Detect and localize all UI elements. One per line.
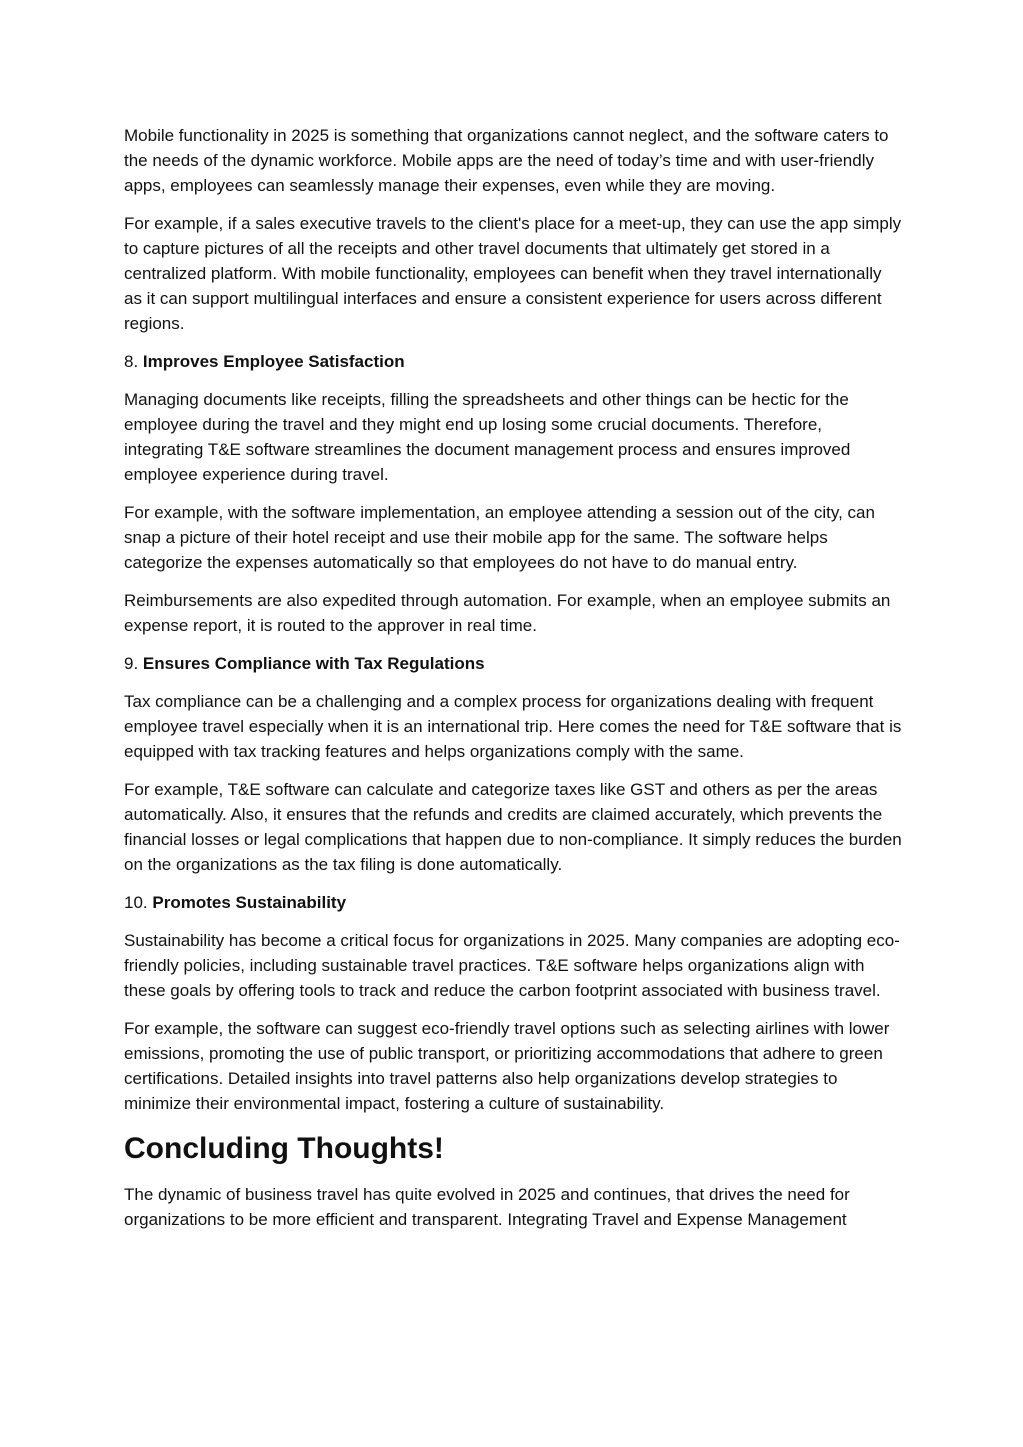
- section-heading-10: [124, 890, 904, 915]
- body-paragraph: Reimbursements are also expedited through automation. For example, when an employee submits an expense report, it is routed to the approver in real time.: [124, 591, 891, 635]
- conclusion-heading: Concluding Thoughts!: [124, 1132, 444, 1165]
- section-heading-9: [124, 651, 904, 676]
- section-title: Ensures Compliance with Tax Regulations: [142, 654, 485, 673]
- body-paragraph: For example, with the software implementation, an employee attending a session out of the city, can snap a picture of their hotel receipt and use their mobile app for the same. The software helps categorize the expenses automatically so that employees do not have to do manual entry.: [124, 503, 875, 572]
- body-paragraph: Tax compliance can be a challenging and a complex process for organizations dealing with frequent employee travel especially when it is an international trip. Here comes the need for T&E software that is equipped with tax tracking features and helps organizations comply with the same.: [124, 692, 902, 761]
- document-page: [124, 123, 904, 1245]
- section-heading-8: [124, 349, 904, 374]
- body-paragraph: Sustainability has become a critical focus for organizations in 2025. Many companies are adopting eco-friendly policies, including sustainable travel practices. T&E software helps organizations align with these goals by offering tools to track and reduce the carbon footprint associated with business travel.: [124, 931, 900, 1000]
- body-paragraph: For example, T&E software can calculate and categorize taxes like GST and others as per the areas automatically. Also, it ensures that the refunds and credits are claimed accurately, which prevents the financial losses or legal complications that happen due to non-compliance. It simply reduces the burden on the organizations as the tax filing is done automatically.: [124, 780, 902, 874]
- section-number: 8.: [124, 352, 139, 371]
- intro-paragraph: Mobile functionality in 2025 is something that organizations cannot neglect, and the software caters to the needs of the dynamic workforce. Mobile apps are the need of today’s time and with user-friendly apps, employees can seamlessly manage their expenses, even while they are moving.: [124, 126, 889, 195]
- body-paragraph: Managing documents like receipts, filling the spreadsheets and other things can be hectic for the employee during the travel and they might end up losing some crucial documents. Therefore, integrating T&E software streamlines the document management process and ensures improved employee experience during travel.: [124, 390, 851, 484]
- body-paragraph: For example, the software can suggest eco-friendly travel options such as selecting airlines with lower emissions, promoting the use of public transport, or prioritizing accommodations that adhere to green certifications. Detailed insights into travel patterns also help organizations develop strategies to minimize their environmental impact, fostering a culture of sustainability.: [124, 1019, 890, 1113]
- section-number: 10.: [124, 893, 148, 912]
- section-title: Promotes Sustainability: [152, 893, 347, 912]
- section-title: Improves Employee Satisfaction: [142, 352, 405, 371]
- section-number: 9.: [124, 654, 139, 673]
- conclusion-paragraph: The dynamic of business travel has quite evolved in 2025 and continues, that drives the need for organizations to be more efficient and transparent. Integrating Travel and Expense Management: [124, 1185, 850, 1229]
- intro-paragraph: For example, if a sales executive travels to the client's place for a meet-up, they can use the app simply to capture pictures of all the receipts and other travel documents that ultimately get stored in a centralized platform. With mobile functionality, employees can benefit when they travel internationally as it can support multilingual interfaces and ensure a consistent experience for users across different regions.: [124, 214, 902, 333]
